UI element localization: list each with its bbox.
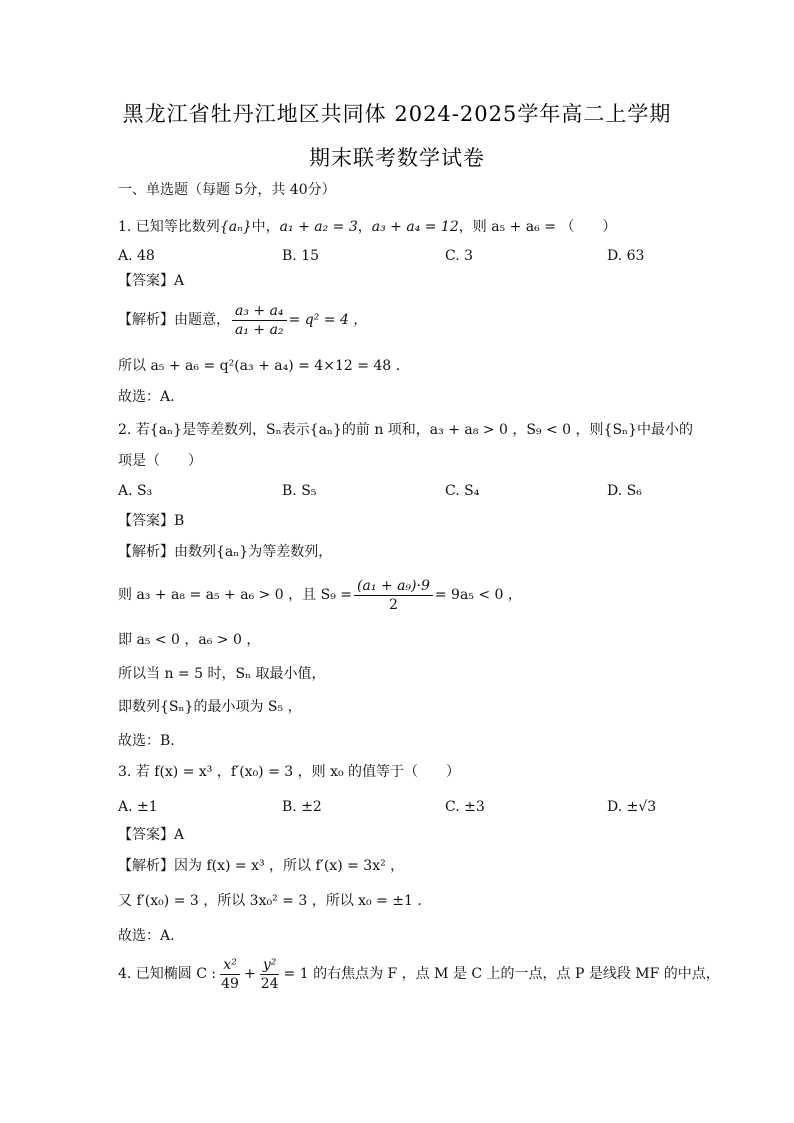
q4-pre: 4. 已知椭圆 C : bbox=[118, 966, 217, 982]
q3-choice: 故选：A. bbox=[118, 928, 175, 944]
q1-option-b: B. 15 bbox=[282, 248, 320, 264]
q1-frac-den: a₁ + a₂ bbox=[235, 321, 284, 338]
q1-after-frac: = q² = 4 ， bbox=[288, 312, 368, 328]
q1-ask: ，则 a₅ + a₆ = （ ） bbox=[458, 219, 617, 235]
q1-choice: 故选：A. bbox=[118, 389, 175, 405]
q2-choice: 故选：B. bbox=[118, 733, 175, 749]
q2-fraction bbox=[354, 577, 433, 614]
q1-analysis bbox=[118, 300, 367, 340]
q3-stem: 3. 若 f(x) = x³ ，f′(x₀) = 3 ，则 x₀ 的值等于（ ） bbox=[118, 764, 461, 780]
q2-step4: 即数列{Sₙ}的最小项为 S₅ ， bbox=[118, 699, 302, 715]
q4-plus: + bbox=[243, 966, 256, 982]
page-title-line2: 期末联考数学试卷 bbox=[309, 146, 485, 170]
q1-frac-num: a₃ + a₄ bbox=[232, 302, 287, 321]
q1-option-c: C. 3 bbox=[445, 248, 474, 264]
q4-f2-den: 24 bbox=[260, 975, 279, 992]
q4-f1-num: x² bbox=[220, 956, 240, 975]
q2-step1-pre: 则 a₃ + a₈ = a₅ + a₆ > 0 ，且 S₉ = bbox=[118, 587, 353, 603]
q2-stem-line1: 2. 若{aₙ}是等差数列，Sₙ表示{aₙ}的前 n 项和，a₃ + a₈ > 0 ，S₉ < 0 ，则{Sₙ}中最小的 bbox=[118, 422, 693, 438]
q1-seq: {aₙ} bbox=[219, 219, 252, 235]
q1-analysis-label: 【解析】由题意， bbox=[118, 312, 230, 328]
q4-stem bbox=[118, 952, 720, 996]
q4-f2-num: y² bbox=[260, 956, 280, 975]
q4-f1-den: 49 bbox=[221, 975, 239, 992]
q1-prefix: 1. 已知等比数列 bbox=[118, 219, 220, 235]
q3-step2: 又 f′(x₀) = 3 ，所以 3x₀² = 3 ，所以 x₀ = ±1 . bbox=[118, 893, 422, 909]
q1-option-a: A. 48 bbox=[118, 248, 155, 264]
q4-fraction-y bbox=[258, 956, 282, 993]
page-title-line1: 黑龙江省牡丹江地区共同体 2024-2025学年高二上学期 bbox=[122, 102, 672, 126]
q3-option-b: B. ±2 bbox=[282, 799, 322, 815]
q1-cond2: a₃ + a₄ = 12 bbox=[371, 219, 459, 235]
q1-step2: 所以 a₅ + a₆ = q²(a₃ + a₄) = 4×12 = 48 . bbox=[118, 358, 401, 374]
q2-step1-post: = 9a₅ < 0 ， bbox=[434, 587, 522, 603]
q3-option-d: D. ±√3 bbox=[607, 799, 657, 815]
q2-option-d: D. S₆ bbox=[607, 483, 642, 499]
q4-post: = 1 的右焦点为 F ，点 M 是 C 上的一点，点 P 是线段 MF 的中点， bbox=[283, 966, 720, 982]
q3-answer: 【答案】A bbox=[118, 827, 185, 843]
q3-analysis: 【解析】因为 f(x) = x³ ，所以 f′(x) = 3x² ， bbox=[118, 858, 405, 874]
q2-frac-den: 2 bbox=[388, 596, 398, 613]
q1-fraction bbox=[232, 302, 287, 339]
q2-step3: 所以当 n = 5 时，Sₙ 取最小值， bbox=[118, 666, 326, 682]
q2-option-b: B. S₅ bbox=[282, 483, 317, 499]
q2-analysis: 【解析】由数列{aₙ}为等差数列， bbox=[118, 544, 333, 560]
q1-option-d: D. 63 bbox=[607, 248, 645, 264]
q4-fraction-x bbox=[218, 956, 242, 993]
q2-option-c: C. S₄ bbox=[445, 483, 480, 499]
q1-mid: 中， bbox=[251, 219, 280, 235]
section-heading: 一、单选题（每题 5分，共 40分） bbox=[118, 182, 336, 198]
q2-step2: 即 a₅ < 0 ，a₆ > 0 ， bbox=[118, 632, 261, 648]
q1-cond1: a₁ + a₂ = 3 bbox=[279, 219, 358, 235]
q3-option-a: A. ±1 bbox=[118, 799, 158, 815]
q3-option-c: C. ±3 bbox=[445, 799, 485, 815]
q2-frac-num: (a₁ + a₉)·9 bbox=[354, 577, 433, 596]
q2-step1 bbox=[118, 575, 522, 615]
q2-answer: 【答案】B bbox=[118, 513, 185, 529]
q2-stem-line2: 项是（ ） bbox=[118, 453, 202, 469]
q2-option-a: A. S₃ bbox=[118, 483, 153, 499]
q1-answer: 【答案】A bbox=[118, 273, 185, 289]
q1-stem: 1. 已知等比数列{aₙ}中，a₁ + a₂ = 3，a₃ + a₄ = 12，则 a₅ + a₆ = （ ） bbox=[118, 219, 617, 235]
